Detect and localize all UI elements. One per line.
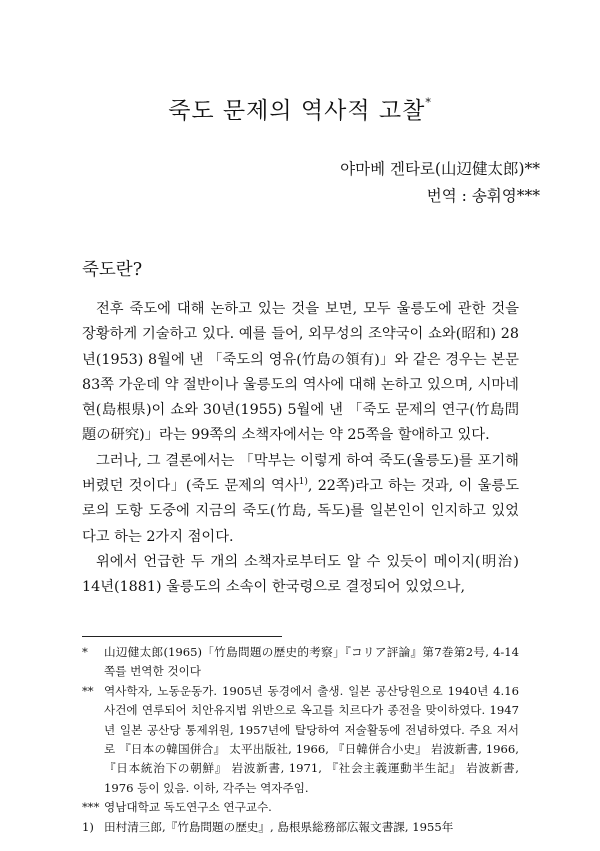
footnote-text: 山辺健太郎(1965)「竹島問題の歴史的考察」『コリア評論』第7巻第2号, 4-14쪽를 번역한 것이다 [104,645,519,679]
paper-title-text: 죽도 문제의 역사적 고찰 [168,98,426,124]
translator-line: 번역 : 송휘영*** [426,187,540,205]
paragraph: 그러나, 그 결론에서는 「막부는 이렇게 하여 죽도(울릉도)를 포기해 버렸던 것이다」(죽도 문제의 역사$^{1)}$, 22쪽)라고 하는 것과, 이 울릉도로의 도항 도중에 지금의 죽도(竹島, 독도)를 일본인이 인지하고 있었다고 하는 2가지 점이다. [82,452,519,545]
footnote-mark: * [82,645,88,659]
footnote-reference[interactable]: 1) [298,477,308,488]
footnote-divider [82,636,282,637]
footnote-text: 영남대학교 독도연구소 연구교수. [104,800,272,815]
body-text [82,297,519,601]
footnotes [82,643,519,837]
footnote [82,818,519,837]
paragraph: 위에서 언급한 두 개의 소책자로부터도 알 수 있듯이 메이지(明治) 14년(1881) 울릉도의 소속이 한국령으로 결정되어 있었으나, [82,553,519,596]
paragraph: 전후 죽도에 대해 논하고 있는 것을 보면, 모두 울릉도에 관한 것을 장황하게 기술하고 있다. 예를 들어, 외무성의 조약국이 쇼와(昭和) 28년(1953) 8월에 낸 「죽도의 영유(竹島の領有)」와 같은 경우는 본문 83쪽 가운데 약 절반이나 울릉도의 역사에 대해 논하고 있으며, 시마네현(島根県)이 쇼와 30년(1955) 5월에 낸 「죽도 문제의 연구(竹島問題の研究)」라는 99쪽의 소책자에서는 약 25쪽을 할애하고 있다. [82,301,519,444]
section-heading: 죽도란? [82,260,143,280]
footnote-mark: *** [82,800,100,815]
title-footnote-mark: * [425,96,432,109]
footnote-mark: ** [82,683,94,698]
footnote-text: 역사학자, 노동운동가. 1905년 동경에서 출생. 일본 공산당원으로 1940년 4.16 사건에 연루되어 치안유지법 위반으로 옥고를 치르다가 종전을 맞이하였다. 1947년 일본 공산당 통제위원, 1957년에 탈당하여 저술활동에 전념하였다. 주요 저서로 『日本の韓国併合』 太平出版社, 1966, 『日韓併合小史』 岩波新書, 1966, 『日本統治下の朝鮮』 岩波新書, 1971, 『社会主義運動半生記』 岩波新書, 1976 등이 있음. 이하, 각주는 역자주임. [104,683,519,795]
paper-title [0,92,600,125]
footnote [82,643,519,682]
footnote-text: 田村清三郎,『竹島問題の歴史』, 島根県総務部広報文書課, 1955年 [104,819,454,834]
footnote [82,798,519,817]
footnote [82,682,519,798]
author-line: 야마베 겐타로(山辺健太郎)** [340,160,540,178]
footnote-mark: 1) [82,819,94,834]
